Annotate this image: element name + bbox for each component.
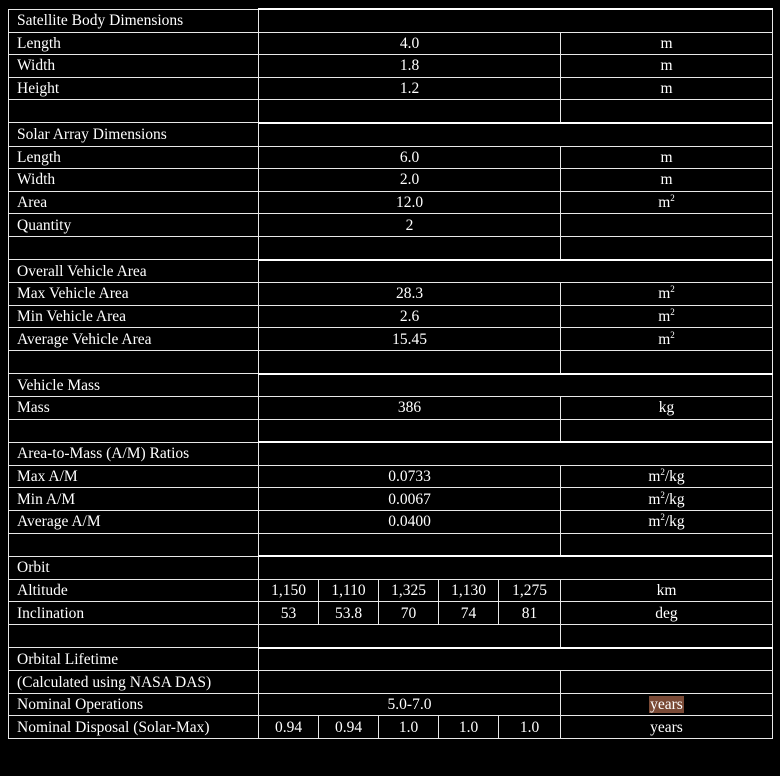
row-unit: m xyxy=(561,77,773,100)
section-title: Orbital Lifetime xyxy=(9,648,259,671)
section-header-row xyxy=(9,123,773,146)
section-header-row xyxy=(9,9,773,32)
row-value: 4.0 xyxy=(259,32,561,55)
row-unit xyxy=(561,214,773,237)
table-row xyxy=(9,602,773,625)
blank-cell xyxy=(259,123,773,146)
section-title: Solar Array Dimensions xyxy=(9,123,259,146)
row-value: 1,325 xyxy=(379,579,439,602)
row-value: 28.3 xyxy=(259,283,561,306)
row-label: Average A/M xyxy=(9,511,259,534)
row-value: 0.0400 xyxy=(259,511,561,534)
row-label: Quantity xyxy=(9,214,259,237)
row-unit: $m^2/kg$ xyxy=(561,465,773,488)
blank-cell xyxy=(259,556,773,579)
row-value: 1.0 xyxy=(439,716,499,739)
row-label: Altitude xyxy=(9,579,259,602)
table-row xyxy=(9,283,773,306)
table-row xyxy=(9,305,773,328)
row-label: Nominal Disposal (Solar-Max) xyxy=(9,716,259,739)
table-row xyxy=(9,146,773,169)
table-row xyxy=(9,328,773,351)
blank-cell xyxy=(259,648,773,671)
section-header-row xyxy=(9,374,773,397)
row-value: 0.94 xyxy=(319,716,379,739)
row-label: Nominal Operations xyxy=(9,693,259,716)
row-value: 5.0-7.0 xyxy=(259,693,561,716)
section-title: Orbit xyxy=(9,556,259,579)
row-unit: $m^2$ xyxy=(561,328,773,351)
row-value: 12.0 xyxy=(259,191,561,214)
row-label: Inclination xyxy=(9,602,259,625)
row-unit: years xyxy=(561,716,773,739)
table-row xyxy=(9,693,773,716)
row-unit: m xyxy=(561,146,773,169)
table-row xyxy=(9,716,773,739)
row-unit: $m^2/kg$ xyxy=(561,511,773,534)
row-label: Max A/M xyxy=(9,465,259,488)
row-value: 386 xyxy=(259,397,561,420)
section-title: Area-to-Mass (A/M) Ratios xyxy=(9,442,259,465)
row-value: 81 xyxy=(499,602,561,625)
section-header-row xyxy=(9,648,773,671)
row-label: Length xyxy=(9,32,259,55)
row-unit: $m^2$ xyxy=(561,305,773,328)
row-value: 0.0067 xyxy=(259,488,561,511)
row-unit: deg xyxy=(561,602,773,625)
section-title: Overall Vehicle Area xyxy=(9,260,259,283)
row-value: 1,130 xyxy=(439,579,499,602)
table-row xyxy=(9,397,773,420)
row-label: Min Vehicle Area xyxy=(9,305,259,328)
table-row xyxy=(9,191,773,214)
row-unit: $m^2$ xyxy=(561,191,773,214)
section-header-row xyxy=(9,556,773,579)
spacer-row xyxy=(9,625,773,648)
row-label: Length xyxy=(9,146,259,169)
table-row xyxy=(9,579,773,602)
section-title: Vehicle Mass xyxy=(9,374,259,397)
blank-cell xyxy=(259,442,773,465)
row-label: Mass xyxy=(9,397,259,420)
row-value: 74 xyxy=(439,602,499,625)
row-label: Height xyxy=(9,77,259,100)
blank-cell xyxy=(561,671,773,694)
row-unit: m xyxy=(561,169,773,192)
row-unit: m xyxy=(561,55,773,78)
row-value: 1,275 xyxy=(499,579,561,602)
row-value: 15.45 xyxy=(259,328,561,351)
table-row xyxy=(9,77,773,100)
table-row xyxy=(9,465,773,488)
table-row xyxy=(9,671,773,694)
section-title: Satellite Body Dimensions xyxy=(9,9,259,32)
row-value: 53 xyxy=(259,602,319,625)
row-label: Min A/M xyxy=(9,488,259,511)
row-label: Area xyxy=(9,191,259,214)
section-header-row xyxy=(9,442,773,465)
spacer-row xyxy=(9,419,773,442)
table-row xyxy=(9,511,773,534)
row-value: 70 xyxy=(379,602,439,625)
row-value: 2 xyxy=(259,214,561,237)
spacer-row xyxy=(9,533,773,556)
row-value: 0.0733 xyxy=(259,465,561,488)
blank-cell xyxy=(259,9,773,32)
row-label: Max Vehicle Area xyxy=(9,283,259,306)
row-unit: km xyxy=(561,579,773,602)
row-value: 0.94 xyxy=(259,716,319,739)
row-unit xyxy=(561,693,773,716)
row-value: 53.8 xyxy=(319,602,379,625)
blank-cell xyxy=(259,260,773,283)
row-unit: $m^2/kg$ xyxy=(561,488,773,511)
row-value: 1.2 xyxy=(259,77,561,100)
row-value: 1,150 xyxy=(259,579,319,602)
row-unit: kg xyxy=(561,397,773,420)
row-value: 1,110 xyxy=(319,579,379,602)
spacer-row xyxy=(9,350,773,373)
blank-cell xyxy=(259,671,561,694)
row-value: 1.8 xyxy=(259,55,561,78)
row-value: 2.6 xyxy=(259,305,561,328)
row-unit: $m^2$ xyxy=(561,283,773,306)
section-subtitle: (Calculated using NASA DAS) xyxy=(9,671,259,694)
satellite-parameters-table xyxy=(8,8,773,739)
highlighted-unit: years xyxy=(650,696,683,714)
row-label: Width xyxy=(9,169,259,192)
row-label: Width xyxy=(9,55,259,78)
table-row xyxy=(9,488,773,511)
row-unit: m xyxy=(561,32,773,55)
table-row xyxy=(9,214,773,237)
spacer-row xyxy=(9,236,773,259)
row-value: 2.0 xyxy=(259,169,561,192)
table-row xyxy=(9,32,773,55)
row-value: 6.0 xyxy=(259,146,561,169)
row-value: 1.0 xyxy=(379,716,439,739)
row-value: 1.0 xyxy=(499,716,561,739)
section-header-row xyxy=(9,260,773,283)
blank-cell xyxy=(259,374,773,397)
row-label: Average Vehicle Area xyxy=(9,328,259,351)
spacer-row xyxy=(9,100,773,123)
table-row xyxy=(9,169,773,192)
table-row xyxy=(9,55,773,78)
